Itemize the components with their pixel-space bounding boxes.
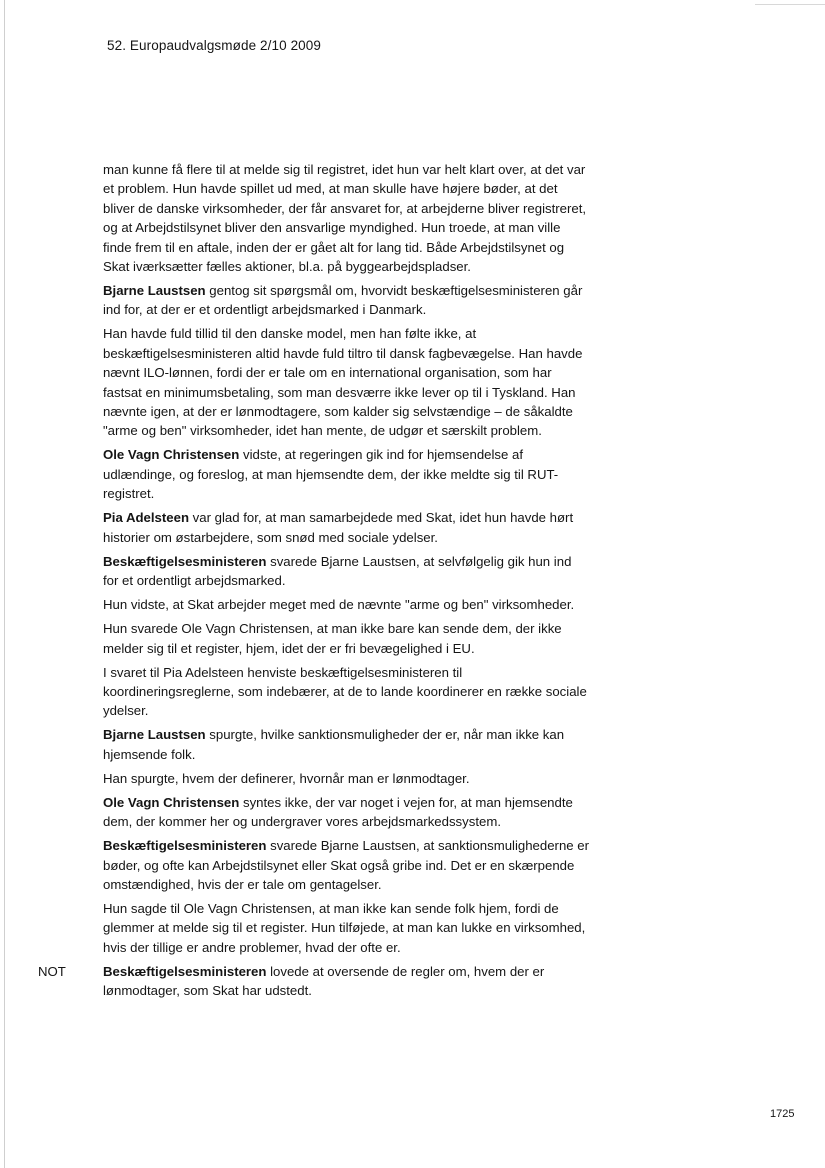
paragraph-text: Hun vidste, at Skat arbejder meget med de nævnte "arme og ben" virksomheder. xyxy=(103,597,575,613)
speaker-name: Ole Vagn Christensen xyxy=(103,794,240,810)
paragraph-text: man kunne få flere til at melde sig til registret, idet hun var helt klart over, at det var et problem. Hun havde spillet ud med, at man skulle have højere bøder, at det bliver de danske virksomheder, der får ansvaret for, at arbejderne bliver registreret, og at Arbejdstilsynet bliver den ansvarlige myndighed. Hun troede, at man ville finde frem til en aftale, inden der er gået alt for lang tid. Både Arbejdstilsynet og Skat iværksætter fælles aktioner, bl.a. på byggearbejdspladser. xyxy=(103,162,587,275)
page-header: 52. Europaudvalgsmøde 2/10 2009 xyxy=(107,38,321,53)
margin-note: NOT xyxy=(38,963,66,979)
speaker-name: Bjarne Laustsen xyxy=(103,727,206,743)
paragraph xyxy=(103,595,589,614)
paragraph xyxy=(103,281,589,320)
scan-edge-left xyxy=(4,0,5,1168)
speaker-name: Bjarne Laustsen xyxy=(103,283,206,299)
paragraph-text: Han spurgte, hvem der definerer, hvornår man er lønmodtager. xyxy=(103,770,470,786)
speaker-name: Ole Vagn Christensen xyxy=(103,447,240,463)
paragraph xyxy=(103,793,589,832)
paragraph-text: syntes ikke, der var noget i vejen for, at man hjemsendte dem, der kommer her og undergraver vores arbejdsmarkedssystem. xyxy=(103,794,573,830)
paragraph-text: Hun sagde til Ole Vagn Christensen, at man ikke kan sende folk hjem, fordi de glemmer at melde sig til et register. Hun tilføjede, at man kan lukke en virksomhed, hvis der tillige er andre problemer, hvad der ofte er. xyxy=(103,900,586,955)
paragraph-text: svarede Bjarne Laustsen, at sanktionsmulighederne er bøder, og ofte kan Arbejdstilsynet eller Skat også gribe ind. Det er en skærpende omstændighed, hvis der er tale om gentagelser. xyxy=(103,838,590,892)
page-number: 1725 xyxy=(770,1108,795,1120)
paragraph xyxy=(103,445,589,503)
speaker-name: Beskæftigelsesministeren xyxy=(103,963,267,979)
paragraph-text: I svaret til Pia Adelsteen henviste beskæftigelsesministeren til koordineringsreglerne, som indebærer, at de to lande koordinerer en række sociale ydelser. xyxy=(103,664,587,719)
paragraph-text: svarede Bjarne Laustsen, at selvfølgelig gik hun ind for et ordentligt arbejdsmarked. xyxy=(103,553,572,589)
paragraph xyxy=(103,836,589,894)
paragraph xyxy=(103,769,589,788)
paragraph-text: gentog sit spørgsmål om, hvorvidt beskæftigelsesministeren går ind for, at der er et ordentligt arbejdsmarked i Danmark. xyxy=(103,283,583,318)
speaker-name: Pia Adelsteen xyxy=(103,510,189,526)
paragraph xyxy=(103,725,589,764)
paragraph xyxy=(103,899,589,957)
document-body xyxy=(38,160,590,1005)
paragraph xyxy=(103,552,589,591)
paragraph-text: vidste, at regeringen gik ind for hjemsendelse af udlændinge, og foreslog, at man hjemsendte dem, der ikke meldte sig til RUT-registret. xyxy=(103,447,559,502)
paragraph-text: lovede at oversende de regler om, hvem der er lønmodtager, som Skat har udstedt. xyxy=(103,963,545,999)
paragraph-text: Han havde fuld tillid til den danske model, men han følte ikke, at beskæftigelsesministeren altid havde fuld tiltro til dansk fagbevægelse. Han havde nævnt ILO-lønnen, fordi der er tale om en international organisation, som har fastsat en minimumsbetaling, som man desværre ikke lever op til i Tyskland. Han nævnte igen, at der er lønmodtagere, som kalder sig selvstændige – de såkaldte "arme og ben" virksomheder, idet han mente, de udgør et særskilt problem. xyxy=(103,326,583,439)
paragraph-text: Hun svarede Ole Vagn Christensen, at man ikke bare kan sende dem, der ikke melder sig til et register, hjem, idet der er fri bevægelighed i EU. xyxy=(103,621,562,656)
paragraph-text: spurgte, hvilke sanktionsmuligheder der er, når man ikke kan hjemsende folk. xyxy=(103,727,565,762)
scan-edge-top xyxy=(755,4,825,5)
speaker-name: Beskæftigelsesministeren xyxy=(103,838,267,854)
paragraph xyxy=(103,663,589,721)
speaker-name: Beskæftigelsesministeren xyxy=(103,553,267,569)
paragraph xyxy=(103,324,589,440)
paragraph xyxy=(103,508,589,547)
paragraph xyxy=(103,619,589,658)
paragraph-text: var glad for, at man samarbejdede med Skat, idet hun havde hørt historier om østarbejdere, som snød med sociale ydelser. xyxy=(103,510,574,545)
paragraph xyxy=(38,962,589,1001)
paragraph xyxy=(103,160,589,276)
